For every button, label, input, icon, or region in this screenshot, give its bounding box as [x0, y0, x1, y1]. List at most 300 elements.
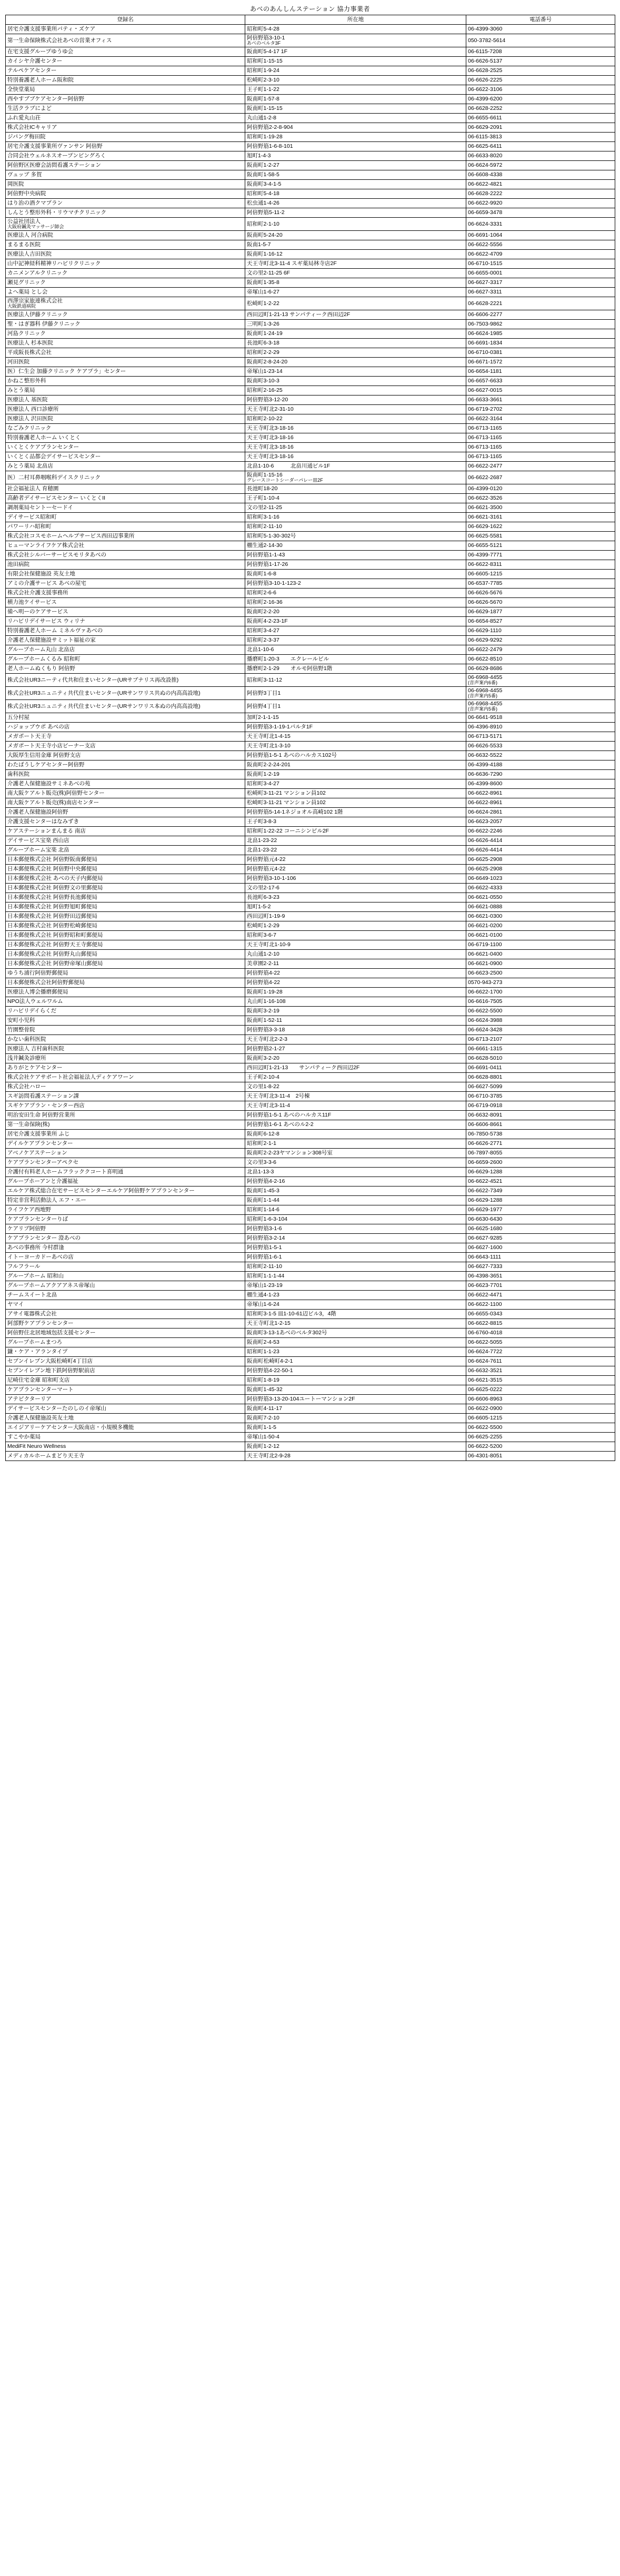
table-row	[6, 1385, 615, 1394]
table-row	[6, 47, 615, 56]
cell-name: 特別養護老人ホーム阪和院	[6, 75, 245, 85]
table-row	[6, 664, 615, 673]
cell-name: セブンイレブン大阪松崎町4丁目店	[6, 1356, 245, 1366]
cell-name: カニメンアルクリニック	[6, 268, 245, 278]
cell-address: 阿倍野筋3-10-1-106	[245, 874, 466, 883]
cell-address: 昭和町2-11-10	[245, 1262, 466, 1271]
cell-address: 松崎町3-11-21 マンション員102	[245, 788, 466, 798]
cell-address: 加町2-1-1-15	[245, 713, 466, 722]
cell-address: 天王寺町北2-2-3	[245, 1035, 466, 1044]
cell-tel: 06-6622-5055	[466, 1337, 615, 1347]
cell-tel: 06-4399-6200	[466, 94, 615, 104]
table-row	[6, 1101, 615, 1110]
table-row	[6, 522, 615, 531]
table-row	[6, 433, 615, 442]
cell-address: 阪南町3-4-1-5	[245, 179, 466, 189]
cell-name: 日本郵便株式会社 あべの天子内郵便局	[6, 874, 245, 883]
page-title: あべのあんしんステーション 協力事業者	[249, 5, 371, 13]
cell-name: 株式会社UR3ニュニティ共代住まいセンター(URサンワリス共ぬの内高高設地)	[6, 686, 245, 699]
cell-name: アテピクターリア	[6, 1394, 245, 1404]
cell-name: 聖・はぎ器科 伊藤クリニック	[6, 319, 245, 329]
cell-name: 日本郵便株式会社 阿倍野天王寺郵便局	[6, 940, 245, 949]
table-row	[6, 949, 615, 959]
cell-address: 天王寺町北1-2-15	[245, 1319, 466, 1328]
cell-tel: 06-6622-2477	[466, 461, 615, 471]
cell-address: 阿倍野筋3-1-6	[245, 1224, 466, 1233]
cell-tel: 06-6622-3526	[466, 493, 615, 503]
cell-address: 阿倍野筋1-6-8-101	[245, 141, 466, 151]
cell-name: 日本郵便株式会社 阿倍野丸山郵便局	[6, 949, 245, 959]
cell-address: 昭和町1-1-1-44	[245, 1271, 466, 1281]
cell-tel: 06-6622-2479	[466, 645, 615, 654]
table-row	[6, 1356, 615, 1366]
cell-tel: 06-6713-1165	[466, 442, 615, 452]
cell-tel: 0570-943-273	[466, 978, 615, 987]
cell-tel: 06-6626-5676	[466, 588, 615, 597]
table-row	[6, 1300, 615, 1309]
cell-address: 昭和町5-1-30-302号	[245, 531, 466, 541]
cell-address: 阪南町1-6-8	[245, 569, 466, 579]
table-row	[6, 1053, 615, 1063]
cell-name: 瀬見グリニック	[6, 278, 245, 287]
cell-address: 三明町1-3-26	[245, 319, 466, 329]
cell-tel: 06-6623-7701	[466, 1281, 615, 1290]
cell-address: 天王寺町北3-18-16	[245, 452, 466, 461]
table-row	[6, 673, 615, 686]
cell-tel: 06-6624-3331	[466, 217, 615, 230]
cell-name: 医療法人博会播磨郵便局	[6, 987, 245, 997]
table-row	[6, 1252, 615, 1262]
cell-address: 阪南町1-15-16 グレースコートシーダーパレー皿2F	[245, 471, 466, 484]
cell-address: 棚生通2-14-30	[245, 541, 466, 550]
cell-tel: 06-6622-8510	[466, 654, 615, 664]
cell-tel: 06-6719-2702	[466, 404, 615, 414]
table-row	[6, 997, 615, 1006]
table-row	[6, 512, 615, 522]
table-row	[6, 959, 615, 968]
cell-tel: 06-6671-1572	[466, 357, 615, 367]
table-row	[6, 1167, 615, 1177]
cell-address: 昭和町1-8-19	[245, 1375, 466, 1385]
cell-tel: 06-6968-4455 (音声案内5番)	[466, 686, 615, 699]
table-row	[6, 541, 615, 550]
cell-address: 昭和町3-4-27	[245, 626, 466, 635]
cell-name: ケアステーションまんまる 南店	[6, 826, 245, 836]
cell-tel: 06-6626-2771	[466, 1139, 615, 1148]
table-row	[6, 151, 615, 160]
cell-tel: 06-6606-2277	[466, 310, 615, 319]
table-row	[6, 1025, 615, 1035]
cell-name: 高齢者デイサービスセンター いくとくII	[6, 493, 245, 503]
cell-name: メガポート天王寺小店ビーナー支店	[6, 741, 245, 751]
cell-tel: 06-6624-3428	[466, 1025, 615, 1035]
table-row	[6, 278, 615, 287]
cell-name: 株式会社ICキャリア	[6, 123, 245, 132]
cell-tel: 06-6621-3515	[466, 1375, 615, 1385]
cell-address: 阿倍野筋3-10-1 あべのベルタ3F	[245, 34, 466, 47]
cell-address: 昭和町2-16-25	[245, 386, 466, 395]
cell-name: 日本郵便株式会社 阿倍野帝塚山郵便局	[6, 959, 245, 968]
cell-address: 阪南町3-10-3	[245, 376, 466, 386]
cell-tel: 06-6626-5670	[466, 597, 615, 607]
table-row	[6, 654, 615, 664]
cell-tel: 06-6710-0381	[466, 348, 615, 357]
cell-address: 阿倍野筋1-5-1 あべのハルカス11F	[245, 1110, 466, 1120]
table-row	[6, 1281, 615, 1290]
cell-tel: 06-6628-8801	[466, 1072, 615, 1082]
cell-address: 天王寺町北3-11-4 2号棟	[245, 1091, 466, 1101]
table-row	[6, 1271, 615, 1281]
cell-tel: 06-6626-2225	[466, 75, 615, 85]
table-row	[6, 198, 615, 208]
table-row	[6, 921, 615, 930]
cell-address: 天王寺町北3-11-4	[245, 1101, 466, 1110]
cell-tel: 06-6622-3106	[466, 85, 615, 94]
table-row	[6, 1035, 615, 1044]
cell-tel: 06-6626-4414	[466, 845, 615, 855]
cell-name: デイサービスセンターたのしのイ帝塚山	[6, 1404, 245, 1413]
table-row	[6, 788, 615, 798]
cell-address: 旭町1-4-3	[245, 151, 466, 160]
table-row	[6, 741, 615, 751]
cell-name: イトーヨーカドーあべの店	[6, 1252, 245, 1262]
table-row	[6, 85, 615, 94]
cell-tel: 06-6115-7208	[466, 47, 615, 56]
table-row	[6, 338, 615, 348]
cell-address: 阿倍野筋元4-22	[245, 855, 466, 864]
table-row	[6, 645, 615, 654]
cell-address: 昭和町5-4-18	[245, 189, 466, 198]
cell-name: 第一生命保険株式会社あべの営業オフィス	[6, 34, 245, 47]
cell-tel: 06-6628-2221	[466, 297, 615, 310]
cell-name: いくとく品都会デイサービスセンター	[6, 452, 245, 461]
cell-address: 阪南町4-2-23-1F	[245, 616, 466, 626]
cell-name: グループホーム 昭和山	[6, 1271, 245, 1281]
cell-name: 株式会社シルバーサービスモリタあべの	[6, 550, 245, 560]
cell-name: みとう薬局	[6, 386, 245, 395]
cell-name: ヒューマンライフケア株式会社	[6, 541, 245, 550]
cell-name: 合同会社ウェルネスオープンビングろく	[6, 151, 245, 160]
cell-name: 医療法人 杉本医院	[6, 338, 245, 348]
table-row	[6, 287, 615, 297]
cell-name: 尼崎住宅金庫 昭和町支店	[6, 1375, 245, 1385]
cell-tel: 06-6713-2107	[466, 1035, 615, 1044]
table-row	[6, 113, 615, 123]
cell-tel: 06-6616-7505	[466, 997, 615, 1006]
cell-name: 特定非営利活動法人 エフ・エー	[6, 1195, 245, 1205]
cell-name: 医）仁生会 加藤クリニック ケアプラ」センター	[6, 367, 245, 376]
cell-tel: 06-6626-5533	[466, 741, 615, 751]
cell-name: 阿倍野中央病院	[6, 189, 245, 198]
cell-name: 医療法人 沢田医院	[6, 414, 245, 423]
table-row	[6, 471, 615, 484]
cell-address: 西田辺町1-21-13 サンパティーク西田辺2F	[245, 1063, 466, 1072]
cell-name: 河島クリニック	[6, 329, 245, 338]
cell-tel: 06-6622-4821	[466, 179, 615, 189]
cell-tel: 06-6713-5171	[466, 732, 615, 741]
cell-tel: 06-4396-8910	[466, 722, 615, 732]
cell-address: 帝塚山1-23-19	[245, 1281, 466, 1290]
cell-address: 松虫通1-4-26	[245, 198, 466, 208]
cell-name: ケアプランセンターりば	[6, 1214, 245, 1224]
cell-name: 株式会社介護支援事務所	[6, 588, 245, 597]
cell-tel: 06-6641-9518	[466, 713, 615, 722]
cell-address: 帝塚山1-50-4	[245, 1432, 466, 1442]
cell-tel: 06-6624-5972	[466, 160, 615, 170]
cell-tel: 06-6713-1165	[466, 423, 615, 433]
cell-address: 阿倍野筋3-13-20-104ユートーマンション2F	[245, 1394, 466, 1404]
cell-name: リハビリデイサービス ウィリナ	[6, 616, 245, 626]
table-row	[6, 1214, 615, 1224]
cell-name: 第一生命保険(株)	[6, 1120, 245, 1129]
table-row	[6, 1110, 615, 1120]
cell-name: テルペケアセンター	[6, 66, 245, 75]
cell-tel: 06-6622-5556	[466, 240, 615, 249]
cell-tel: 06-6710-3785	[466, 1091, 615, 1101]
table-row	[6, 1091, 615, 1101]
cell-name: ケアプランセンターマート	[6, 1385, 245, 1394]
cell-address: 昭和町5-4-28	[245, 25, 466, 34]
cell-tel: 06-6626-5137	[466, 56, 615, 66]
cell-tel: 06-6628-2222	[466, 189, 615, 198]
cell-address: 王子町2-10-4	[245, 1072, 466, 1082]
cell-address: 阿倍野3丁目1	[245, 686, 466, 699]
cell-name: 日本郵便株式会社 阿倍野文の里郵便局	[6, 883, 245, 893]
cell-tel: 06-4398-3651	[466, 1271, 615, 1281]
table-row	[6, 1044, 615, 1053]
cell-address: 西田辺町1-19-9	[245, 911, 466, 921]
table-row	[6, 760, 615, 769]
cell-tel: 06-6643-1111	[466, 1252, 615, 1262]
cell-address: 棚生通4-1-23	[245, 1290, 466, 1300]
table-row	[6, 769, 615, 779]
table-row	[6, 531, 615, 541]
cell-name: 居宅介護支援事業所パティ・ズケア	[6, 25, 245, 34]
cell-address: 美章園2-2-11	[245, 959, 466, 968]
cell-address: 昭和町2-1-10	[245, 217, 466, 230]
table-row	[6, 1442, 615, 1451]
cell-address: 阪南町1-45-32	[245, 1385, 466, 1394]
cell-name: 介護老人保健施設阿倍野	[6, 807, 245, 817]
cell-tel: 06-4399-3060	[466, 25, 615, 34]
cell-address: 阪南町1-1-5	[245, 1423, 466, 1432]
table-row	[6, 1205, 615, 1214]
cell-address: 阪南町3-2-19	[245, 1006, 466, 1016]
table-row	[6, 189, 615, 198]
cell-tel: 06-6627-7333	[466, 1262, 615, 1271]
cell-tel: 06-6622-4333	[466, 883, 615, 893]
table-row	[6, 1328, 615, 1337]
cell-tel: 06-6605-1215	[466, 569, 615, 579]
cell-address: 昭和町2-6-6	[245, 588, 466, 597]
cell-address: 王子町1-1-22	[245, 85, 466, 94]
cell-address: 阪南町3-13-1あべのベルタ302号	[245, 1328, 466, 1337]
cell-address: 阿倍野筋1-6-1	[245, 1252, 466, 1262]
cell-tel: 06-6622-5500	[466, 1006, 615, 1016]
cell-address: 文の里2-11-25	[245, 503, 466, 512]
cell-name: アミの介護サービス あべの屋宅	[6, 579, 245, 588]
table-row	[6, 1404, 615, 1413]
cell-name: デイルケアプランセンター	[6, 1139, 245, 1148]
cell-name: 調剤薬局セントーセードイ	[6, 503, 245, 512]
cell-address: 阪南町松崎町4-2-1	[245, 1356, 466, 1366]
cell-name: 大阪厚生信用金庫 阿倍野支店	[6, 751, 245, 760]
table-row	[6, 319, 615, 329]
cell-tel: 06-6661-1315	[466, 1044, 615, 1053]
cell-address: 天王寺町北3-18-16	[245, 423, 466, 433]
cell-name: 居宅介護支援事業所 ふじ	[6, 1129, 245, 1139]
cell-name: 安町小児科	[6, 1016, 245, 1025]
table-row	[6, 699, 615, 713]
cell-tel: 06-6629-1877	[466, 607, 615, 616]
table-row	[6, 1158, 615, 1167]
table-row	[6, 34, 615, 47]
cell-tel: 06-6629-8686	[466, 664, 615, 673]
cell-name: メガポート天王寺	[6, 732, 245, 741]
cell-tel: 06-6760-4018	[466, 1328, 615, 1337]
cell-name: 日本郵便株式会社 阿倍野阪南郵便局	[6, 855, 245, 864]
cell-name: チームスイート北畠	[6, 1290, 245, 1300]
cell-name: パワーリハ昭和町	[6, 522, 245, 531]
cell-name: グループホーム宝楽 北畠	[6, 845, 245, 855]
table-row	[6, 826, 615, 836]
cell-address: 王子町3-8-3	[245, 817, 466, 826]
cell-tel: 06-6622-9920	[466, 198, 615, 208]
table-row	[6, 597, 615, 607]
cell-name: 日本郵便株式会社阿倍野郵便局	[6, 978, 245, 987]
cell-name: 阿部野ケアプランセンター	[6, 1319, 245, 1328]
cell-name: グループホームまつろ	[6, 1337, 245, 1347]
cell-address: 北畠1-23-22	[245, 836, 466, 845]
cell-address: 阪南町1-2-27	[245, 160, 466, 170]
cell-name: エルケア株式総合在宅サービスセンターエルケア阿倍野ケアプランセンター	[6, 1186, 245, 1195]
table-row	[6, 268, 615, 278]
cell-address: 帝塚山1-6-27	[245, 287, 466, 297]
cell-tel: 06-6537-7785	[466, 579, 615, 588]
cell-address: 阪南町2-4-53	[245, 1337, 466, 1347]
column-header-tel: 電話番号	[466, 15, 615, 25]
table-row	[6, 1423, 615, 1432]
table-row	[6, 1233, 615, 1243]
cell-name: 河田医院	[6, 357, 245, 367]
cell-name: 医療法人 河合病院	[6, 230, 245, 240]
cell-tel: 06-6632-5522	[466, 751, 615, 760]
cell-tel: 06-6623-2057	[466, 817, 615, 826]
cell-address: 昭和町1-1-23	[245, 1347, 466, 1356]
cell-tel: 06-7503-9862	[466, 319, 615, 329]
cell-address: 阿倍野筋3-12-20	[245, 395, 466, 404]
table-row	[6, 1195, 615, 1205]
cell-address: 昭和町3-6-7	[245, 930, 466, 940]
cell-tel: 06-6659-2600	[466, 1158, 615, 1167]
cell-name: ケアプランセンター 澄あべの	[6, 1233, 245, 1243]
cell-tel: 06-6633-3661	[466, 395, 615, 404]
cell-address: 北畠1-23-22	[245, 845, 466, 855]
cell-tel: 06-6629-1110	[466, 626, 615, 635]
cell-address: 天王寺町北2-9-28	[245, 1451, 466, 1461]
table-row	[6, 550, 615, 560]
cell-tel: 06-6608-4338	[466, 170, 615, 179]
cell-address: 阪南町2-2-20	[245, 607, 466, 616]
cell-name: メディカルホームまどり天王寺	[6, 1451, 245, 1461]
table-row	[6, 817, 615, 826]
cell-name: 日本郵便株式会社 阿倍野旭町郵便局	[6, 902, 245, 911]
table-row	[6, 1006, 615, 1016]
table-row	[6, 367, 615, 376]
cell-address: 天王寺町北3-11-4 スギ薬局林寺店2F	[245, 259, 466, 268]
cell-name: 医療法人伊藤クリニック	[6, 310, 245, 319]
cell-name: 日本郵便株式会社 阿倍野田辺郵便局	[6, 911, 245, 921]
cell-tel: 06-6655-0343	[466, 1309, 615, 1319]
cell-name: ケアプランセンターアペクセ	[6, 1158, 245, 1167]
cell-address: 昭和町2-10-22	[245, 414, 466, 423]
cell-name: ヴュッブ 多賀	[6, 170, 245, 179]
cell-tel: 050-3782-5614	[466, 34, 615, 47]
table-row	[6, 1366, 615, 1375]
cell-tel: 06-6629-1288	[466, 1167, 615, 1177]
cell-name: ヤマイ	[6, 1300, 245, 1309]
cell-tel: 06-6115-3813	[466, 132, 615, 141]
table-row	[6, 807, 615, 817]
table-row	[6, 874, 615, 883]
cell-tel: 06-4399-8600	[466, 779, 615, 788]
cell-tel: 06-6629-1977	[466, 1205, 615, 1214]
cell-tel: 06-6624-7722	[466, 1347, 615, 1356]
cell-address: 阿倍野筋3-3-18	[245, 1025, 466, 1035]
table-row	[6, 123, 615, 132]
table-row	[6, 1082, 615, 1091]
cell-tel: 06-6622-4471	[466, 1290, 615, 1300]
cell-tel: 06-6628-2252	[466, 104, 615, 113]
cell-address: 阪南町4-11-17	[245, 1404, 466, 1413]
table-row	[6, 1394, 615, 1404]
cell-name: よへ薬局 とし会	[6, 287, 245, 297]
cell-address: 阪南町1-45-3	[245, 1186, 466, 1195]
table-row	[6, 423, 615, 433]
cell-name: 医療法人 吉村歯科医院	[6, 1044, 245, 1053]
cell-address: 昭和町1-14-6	[245, 1205, 466, 1214]
cell-name: 株式会社ケアサポート社会福祉法人ディケアワーン	[6, 1072, 245, 1082]
cell-tel: 06-6622-3164	[466, 414, 615, 423]
cell-name: ふれ愛丸山荘	[6, 113, 245, 123]
cell-tel: 06-6655-5121	[466, 541, 615, 550]
cell-name: 介護老人保健施設サミット福祉の家	[6, 635, 245, 645]
cell-tel: 06-6629-9292	[466, 635, 615, 645]
table-row	[6, 1432, 615, 1442]
cell-name: 南大阪ケアルト販売(株)南店センター	[6, 798, 245, 807]
table-row	[6, 217, 615, 230]
cell-tel: 06-6713-1165	[466, 452, 615, 461]
cell-address: 帝塚山1-23-14	[245, 367, 466, 376]
table-row	[6, 132, 615, 141]
cell-name: リハビリデイらくだ	[6, 1006, 245, 1016]
cell-name: フルフラール	[6, 1262, 245, 1271]
table-row	[6, 579, 615, 588]
cell-address: 文の里3-3-6	[245, 1158, 466, 1167]
cell-tel: 06-6691-1834	[466, 338, 615, 348]
table-row	[6, 798, 615, 807]
cell-name: MediFit Neuro Wellness	[6, 1442, 245, 1451]
cell-name: 池田病院	[6, 560, 245, 569]
cell-name: 公益社団法人 大阪府鍼灸マッサージ師会	[6, 217, 245, 230]
cell-tel: 06-6622-8961	[466, 798, 615, 807]
cell-address: 丸山通1-2-10	[245, 949, 466, 959]
cell-address: 旭町1-5-2	[245, 902, 466, 911]
cell-name: ケアリブ阿倍野	[6, 1224, 245, 1233]
table-header-row	[6, 15, 615, 25]
cell-name: 五分村屋	[6, 713, 245, 722]
cell-name: 特別養護老人ホーム いくとく	[6, 433, 245, 442]
